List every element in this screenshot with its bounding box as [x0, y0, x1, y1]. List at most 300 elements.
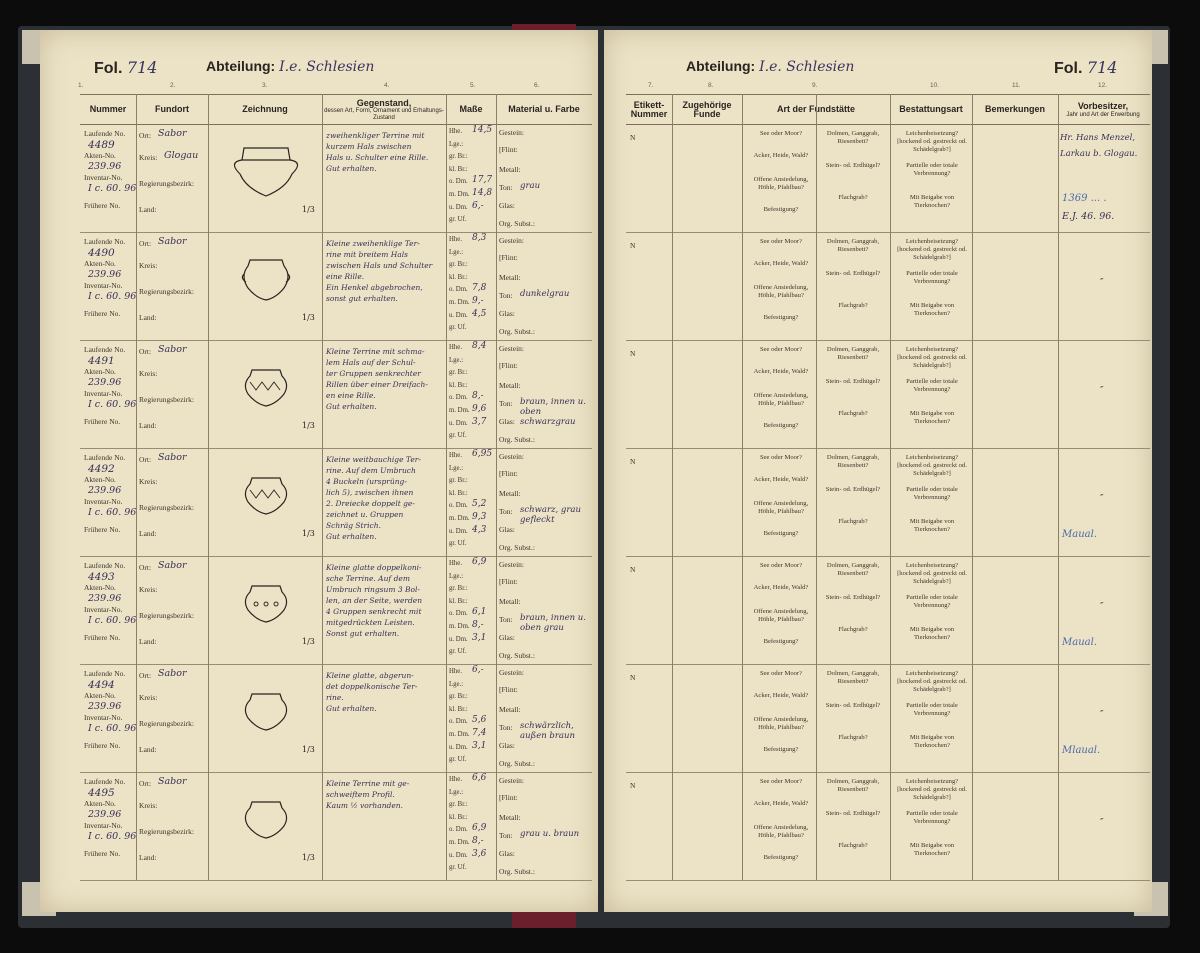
akten-number: 239.96	[88, 269, 122, 280]
column-header-gegenstand	[322, 96, 446, 124]
bestattung-option: Partielle oder totale Verbrennung?	[906, 486, 958, 501]
vessel-outline	[234, 148, 297, 196]
laufende-label: Laufende No.	[84, 669, 126, 678]
row-rule	[80, 232, 592, 233]
column-header-etikett: Etikett-Nummer	[630, 99, 668, 119]
measure-label: Hhe.	[449, 560, 463, 567]
bestattung-option: Leichenbeisetzung? [hockend od. gestreckt od. Schädelgrab?]	[897, 778, 967, 801]
column-header-vorbesitzer	[1058, 96, 1148, 124]
etikett-mark: N	[630, 673, 636, 682]
row-rule	[626, 448, 1150, 449]
row-rule	[626, 556, 1150, 557]
regbez-label: Regierungsbezirk:	[139, 611, 194, 620]
inventar-number: I c. 60. 96	[88, 507, 137, 518]
fundstaette-option: Dolmen, Ganggrab, Riesenbett?	[826, 778, 880, 793]
erwerbung-value: ″	[1100, 493, 1104, 504]
material-label: Gestein:	[499, 776, 524, 785]
measure-label: gr. Br.:	[449, 153, 468, 161]
fruehere-label: Frühere No.	[84, 849, 121, 858]
akten-label: Akten-No.	[84, 475, 116, 484]
vessel-sketch	[226, 354, 306, 420]
measure-label: Lge.:	[449, 572, 464, 580]
material-label: Ton:	[499, 507, 513, 516]
akten-label: Akten-No.	[84, 691, 116, 700]
measure-label: gr. Br.:	[449, 801, 468, 809]
bestattung-option: Mit Beigabe von Tierknochen?	[909, 842, 955, 857]
fundstaette-option: Befestigung?	[763, 638, 799, 645]
laufende-label: Laufende No.	[84, 237, 126, 246]
measure-label: u. Dm.	[449, 635, 468, 643]
ort-value: Sabor	[158, 452, 187, 463]
land-label: Land:	[139, 853, 157, 862]
ton-value: dunkelgrau	[520, 289, 570, 299]
ledger-page-right	[604, 30, 1152, 912]
measure-label: Hhe.	[449, 236, 463, 243]
fruehere-label: Frühere No.	[84, 525, 121, 534]
gegenstand-subtitle: dessen Art, Form, Ornament und Erhaltungs-Zustand	[324, 108, 444, 121]
measure-value: 5,2	[472, 499, 487, 510]
measure-label: o. Dm.	[449, 394, 468, 402]
column-header-art-der-fundstaette: Art der Fundstätte	[776, 104, 855, 115]
column-rule	[816, 94, 817, 880]
object-description: Kleine weitbauchige Ter- rine. Auf dem Umbruch 4 Buckeln (ursprüng- lich 5), zwischen ihnen 2. Dreiecke doppelt ge- zeichnet u. Gruppen Schräg Strich. Gut erhalten.	[326, 455, 421, 541]
measure-label: Lge.:	[449, 140, 464, 148]
measure-label: m. Dm.	[449, 515, 470, 522]
akten-number: 239.96	[88, 485, 122, 496]
table-rule	[80, 124, 592, 125]
measure-label: gr. Uf.	[449, 216, 467, 224]
material-label: Gestein:	[499, 668, 524, 677]
ton-value: schwärzlich, außen braun	[520, 721, 575, 741]
kreis-value: Glogau	[164, 150, 199, 161]
measure-value: 6,1	[472, 607, 487, 618]
abteilung-label: Abteilung:	[686, 58, 756, 74]
measure-label: u. Dm.	[449, 419, 468, 427]
measure-label: Lge.:	[449, 680, 464, 688]
material-label: Metall:	[499, 381, 521, 390]
material-label: Org. Subst.:	[499, 543, 535, 552]
inventar-number: I c. 60. 96	[88, 831, 137, 842]
ledger-page-left	[40, 30, 598, 912]
material-label: Ton:	[499, 291, 513, 300]
bestattung-option: Partielle oder totale Verbrennung?	[906, 702, 958, 717]
vorbesitzer-title: Vorbesitzer,	[1077, 101, 1129, 112]
material-label: Ton:	[499, 615, 513, 624]
measure-value: 5,6	[472, 715, 487, 726]
fundstaette-option: Acker, Heide, Wald?	[753, 692, 809, 699]
object-description: Kleine zweihenklige Ter- rine mit breitem Hals zwischen Hals und Schulter eine Rille. Ein Henkel abgebrochen, sonst gut erhalten.	[326, 239, 433, 303]
vessel-sketch	[226, 786, 306, 852]
bestattung-option: Mit Beigabe von Tierknochen?	[909, 410, 955, 425]
ort-label: Ort:	[139, 239, 152, 248]
column-number: 3.	[262, 82, 268, 89]
fundstaette-option: Offene Ansiedelung, Höhle, Pfahlbau?	[753, 500, 809, 515]
akten-label: Akten-No.	[84, 259, 116, 268]
etikett-mark: N	[630, 457, 636, 466]
measure-value: 8,-	[472, 391, 484, 402]
column-rule	[672, 94, 673, 880]
abteilung-label: Abteilung:	[206, 58, 276, 74]
row-rule	[80, 340, 592, 341]
measure-label: o. Dm.	[449, 502, 468, 510]
fundstaette-option: Stein- od. Erdhügel?	[825, 486, 881, 493]
material-label: Glas:	[499, 633, 515, 642]
measure-label: kl. Br.:	[449, 273, 468, 281]
column-rule	[1058, 94, 1059, 880]
measure-label: Hhe.	[449, 128, 463, 135]
bestattung-option: Leichenbeisetzung? [hockend od. gestreckt od. Schädelgrab?]	[897, 238, 967, 261]
measure-label: gr. Uf.	[449, 432, 467, 440]
material-label: Glas:	[499, 525, 515, 534]
laufende-number: 4491	[88, 355, 115, 367]
measure-label: gr. Br.:	[449, 369, 468, 377]
fundstaette-option: Flachgrab?	[838, 842, 868, 849]
measure-label: Lge.:	[449, 248, 464, 256]
row-rule	[80, 880, 592, 881]
vessel-ornament	[254, 602, 278, 606]
fol-number: 714	[1086, 58, 1118, 77]
column-rule	[136, 94, 137, 880]
measure-value: 6,9	[472, 823, 487, 834]
column-number: 7.	[648, 82, 654, 89]
measure-value: 3,1	[472, 632, 487, 643]
measure-value: 8,4	[472, 341, 487, 351]
column-header-bestattungsart: Bestattungsart	[899, 104, 963, 115]
row-rule	[80, 664, 592, 665]
fundstaette-option: See oder Moor?	[759, 238, 803, 245]
akten-number: 239.96	[88, 809, 122, 820]
kreis-label: Kreis:	[139, 369, 158, 378]
scale-fraction: 1/3	[302, 421, 315, 430]
bestattung-option: Partielle oder totale Verbrennung?	[906, 162, 958, 177]
measure-label: o. Dm.	[449, 610, 468, 618]
inventar-number: I c. 60. 96	[88, 723, 137, 734]
measure-label: o. Dm.	[449, 826, 468, 834]
measure-value: 4,5	[472, 308, 487, 319]
acquisition-mark-blue: Maual.	[1062, 529, 1097, 540]
measure-label: m. Dm.	[449, 839, 470, 846]
measure-value: 14,8	[472, 188, 493, 198]
fruehere-label: Frühere No.	[84, 741, 121, 750]
measure-value: 17,7	[472, 175, 493, 186]
column-number: 4.	[384, 82, 390, 89]
fundstaette-option: Stein- od. Erdhügel?	[825, 378, 881, 385]
abteilung-value: I.e. Schlesien	[759, 59, 855, 75]
material-label: Gestein:	[499, 128, 524, 137]
vorbesitzer-subtitle: Jahr und Art der Erwerbung	[1066, 111, 1140, 118]
material-label: Org. Subst.:	[499, 435, 535, 444]
measure-label: kl. Br.:	[449, 489, 468, 497]
measure-label: Lge.:	[449, 356, 464, 364]
row-rule	[80, 556, 592, 557]
row-rule	[626, 232, 1150, 233]
table-rule	[626, 124, 1150, 125]
measure-label: m. Dm.	[449, 191, 470, 198]
scale-fraction: 1/3	[302, 637, 315, 646]
fundstaette-option: Offene Ansiedelung, Höhle, Pfahlbau?	[753, 824, 809, 839]
fundstaette-option: Acker, Heide, Wald?	[753, 260, 809, 267]
material-label: [Flint:	[499, 469, 518, 478]
abteilung-heading	[686, 58, 854, 75]
material-label: Org. Subst.:	[499, 651, 535, 660]
inventar-label: Inventar-No.	[84, 605, 123, 614]
material-label: Ton:	[499, 723, 513, 732]
material-label: Ton:	[499, 831, 513, 840]
fundstaette-option: See oder Moor?	[759, 562, 803, 569]
measure-value: 6,6	[472, 773, 487, 783]
fundstaette-option: Acker, Heide, Wald?	[753, 152, 809, 159]
measure-label: gr. Uf.	[449, 864, 467, 872]
material-label: [Flint:	[499, 793, 518, 802]
fruehere-label: Frühere No.	[84, 309, 121, 318]
akten-label: Akten-No.	[84, 799, 116, 808]
column-number: 9.	[812, 82, 818, 89]
inventar-number: I c. 60. 96	[88, 183, 137, 194]
fundstaette-option: Acker, Heide, Wald?	[753, 368, 809, 375]
fundstaette-option: Flachgrab?	[838, 626, 868, 633]
kreis-label: Kreis:	[139, 693, 158, 702]
fol-label: Fol.	[1054, 60, 1083, 77]
fundstaette-option: Dolmen, Ganggrab, Riesenbett?	[826, 130, 880, 145]
measure-value: 8,-	[472, 620, 484, 630]
vessel-sketch	[226, 246, 306, 312]
column-rule	[496, 94, 497, 880]
material-label: Glas:	[499, 741, 515, 750]
ort-value: Sabor	[158, 776, 187, 787]
material-label: [Flint:	[499, 685, 518, 694]
measure-value: 7,8	[472, 283, 487, 294]
fundstaette-option: Dolmen, Ganggrab, Riesenbett?	[826, 562, 880, 577]
acquisition-mark-blue: Maual.	[1062, 637, 1097, 648]
measure-label: Hhe.	[449, 668, 463, 675]
regbez-label: Regierungsbezirk:	[139, 503, 194, 512]
acquisition-mark-blue: Mlaual.	[1062, 745, 1101, 756]
fundstaette-option: Acker, Heide, Wald?	[753, 584, 809, 591]
fruehere-label: Frühere No.	[84, 633, 121, 642]
table-rule	[80, 94, 592, 95]
laufende-number: 4495	[88, 787, 115, 799]
land-label: Land:	[139, 745, 157, 754]
measure-label: gr. Br.:	[449, 585, 468, 593]
column-number: 2.	[170, 82, 176, 89]
scale-fraction: 1/3	[302, 205, 315, 214]
vessel-sketch	[226, 138, 306, 204]
fundstaette-option: Stein- od. Erdhügel?	[825, 594, 881, 601]
land-label: Land:	[139, 421, 157, 430]
fundstaette-option: Offene Ansiedelung, Höhle, Pfahlbau?	[753, 716, 809, 731]
ton-value: schwarz, grau gefleckt	[520, 505, 581, 525]
material-label: Org. Subst.:	[499, 759, 535, 768]
measure-label: u. Dm.	[449, 203, 468, 211]
measure-label: gr. Br.:	[449, 261, 468, 269]
column-header-bemerkungen: Bemerkungen	[984, 104, 1046, 115]
bestattung-option: Mit Beigabe von Tierknochen?	[909, 626, 955, 641]
measure-value: 3,6	[472, 848, 487, 859]
object-description: Kleine Terrine mit ge- schweiftem Profil. Kaum ½ vorhanden.	[326, 779, 410, 810]
ton-value: grau u. braun	[520, 829, 580, 839]
bestattung-option: Mit Beigabe von Tierknochen?	[909, 518, 955, 533]
vessel-outline	[245, 586, 286, 622]
fundstaette-option: Dolmen, Ganggrab, Riesenbett?	[826, 670, 880, 685]
measure-label: kl. Br.:	[449, 597, 468, 605]
measure-value: 6,9	[472, 557, 487, 567]
fol-heading	[94, 58, 157, 78]
fol-label: Fol.	[94, 60, 123, 77]
fruehere-label: Frühere No.	[84, 201, 121, 210]
inventar-label: Inventar-No.	[84, 821, 123, 830]
fundstaette-option: Befestigung?	[763, 746, 799, 753]
akten-number: 239.96	[88, 377, 122, 388]
material-label: Org. Subst.:	[499, 327, 535, 336]
material-label: Gestein:	[499, 344, 524, 353]
column-header-nummer: Nummer	[89, 104, 127, 115]
material-label: Ton:	[499, 183, 513, 192]
etikett-mark: N	[630, 349, 636, 358]
ort-value: Sabor	[158, 344, 187, 355]
material-label: Ton:	[499, 399, 513, 408]
scale-fraction: 1/3	[302, 745, 315, 754]
laufende-label: Laufende No.	[84, 345, 126, 354]
akten-label: Akten-No.	[84, 583, 116, 592]
laufende-number: 4492	[88, 463, 115, 475]
object-description: Kleine Terrine mit schma- lem Hals auf der Schul- ter Gruppen senkrechter Rillen über einer Dreifach- en eine Rille. Gut erhalten.	[326, 347, 428, 411]
object-description: Kleine glatte doppelkoni- sche Terrine. Auf dem Umbruch ringsum 3 Bol- len, an der Seite, werden 4 Gruppen senkrecht mit mitgedrückten Leisten. Sonst gut erhalten.	[326, 563, 423, 638]
regbez-label: Regierungsbezirk:	[139, 395, 194, 404]
vessel-sketch	[226, 678, 306, 744]
bestattung-option: Leichenbeisetzung? [hockend od. gestreckt od. Schädelgrab?]	[897, 454, 967, 477]
bestattung-option: Partielle oder totale Verbrennung?	[906, 810, 958, 825]
measure-label: gr. Uf.	[449, 540, 467, 548]
fundstaette-option: Befestigung?	[763, 422, 799, 429]
measure-value: 6,-	[472, 665, 484, 675]
column-header-zeichnung: Zeichnung	[242, 104, 288, 115]
etikett-mark: N	[630, 133, 636, 142]
column-header-material: Material u. Farbe	[508, 104, 580, 115]
fundstaette-option: Befestigung?	[763, 206, 799, 213]
fundstaette-option: See oder Moor?	[759, 454, 803, 461]
material-label: Gestein:	[499, 236, 524, 245]
material-label: Glas:	[499, 417, 515, 426]
inventar-label: Inventar-No.	[84, 497, 123, 506]
measure-label: Hhe.	[449, 776, 463, 783]
bestattung-option: Partielle oder totale Verbrennung?	[906, 594, 958, 609]
laufende-label: Laufende No.	[84, 777, 126, 786]
material-label: Metall:	[499, 705, 521, 714]
fundstaette-option: Flachgrab?	[838, 302, 868, 309]
laufende-label: Laufende No.	[84, 129, 126, 138]
column-rule	[322, 94, 323, 880]
fundstaette-option: Dolmen, Ganggrab, Riesenbett?	[826, 238, 880, 253]
land-label: Land:	[139, 313, 157, 322]
fundstaette-option: Befestigung?	[763, 530, 799, 537]
measure-label: m. Dm.	[449, 623, 470, 630]
measure-label: u. Dm.	[449, 527, 468, 535]
material-label: Metall:	[499, 273, 521, 282]
object-description: zweihenkliger Terrine mit kurzem Hals zwischen Hals u. Schulter eine Rille. Gut erhalten.	[326, 131, 429, 173]
measure-value: 8,-	[472, 836, 484, 846]
column-rule	[742, 94, 743, 880]
fundstaette-option: Offene Ansiedelung, Höhle, Pfahlbau?	[753, 392, 809, 407]
measure-label: kl. Br.:	[449, 165, 468, 173]
measure-label: u. Dm.	[449, 743, 468, 751]
land-label: Land:	[139, 529, 157, 538]
measure-label: o. Dm.	[449, 286, 468, 294]
inventar-label: Inventar-No.	[84, 281, 123, 290]
fundstaette-option: Stein- od. Erdhügel?	[825, 162, 881, 169]
material-label: Org. Subst.:	[499, 867, 535, 876]
fundstaette-option: Dolmen, Ganggrab, Riesenbett?	[826, 346, 880, 361]
material-label: Metall:	[499, 165, 521, 174]
ort-label: Ort:	[139, 347, 152, 356]
bestattung-option: Mit Beigabe von Tierknochen?	[909, 194, 955, 209]
inventar-number: I c. 60. 96	[88, 399, 137, 410]
column-number: 6.	[534, 82, 540, 89]
etikett-mark: N	[630, 565, 636, 574]
inventar-number: I c. 60. 96	[88, 291, 137, 302]
scale-fraction: 1/3	[302, 853, 315, 862]
vorbesitzer-value: Hr. Hans Menzel, Larkau b. Glogau.	[1060, 133, 1138, 159]
fundstaette-option: Stein- od. Erdhügel?	[825, 270, 881, 277]
laufende-label: Laufende No.	[84, 561, 126, 570]
material-label: [Flint:	[499, 253, 518, 262]
kreis-label: Kreis:	[139, 153, 158, 162]
measure-label: gr. Br.:	[449, 693, 468, 701]
scale-fraction: 1/3	[302, 313, 315, 322]
material-label: Gestein:	[499, 452, 524, 461]
measure-label: m. Dm.	[449, 299, 470, 306]
akten-number: 239.96	[88, 701, 122, 712]
abteilung-heading	[206, 58, 374, 75]
kreis-label: Kreis:	[139, 585, 158, 594]
laufende-number: 4493	[88, 571, 115, 583]
measure-label: kl. Br.:	[449, 813, 468, 821]
kreis-label: Kreis:	[139, 261, 158, 270]
material-label: Org. Subst.:	[499, 219, 535, 228]
erwerbung-value: E.J. 46. 96.	[1062, 211, 1115, 222]
laufende-number: 4489	[88, 139, 115, 151]
column-rule	[208, 94, 209, 880]
measure-label: kl. Br.:	[449, 705, 468, 713]
akten-label: Akten-No.	[84, 367, 116, 376]
bestattung-option: Leichenbeisetzung? [hockend od. gestreckt od. Schädelgrab?]	[897, 346, 967, 369]
abteilung-value: I.e. Schlesien	[279, 59, 375, 75]
measure-label: m. Dm.	[449, 407, 470, 414]
measure-label: gr. Uf.	[449, 756, 467, 764]
measure-value: 8,3	[472, 233, 487, 243]
measure-label: u. Dm.	[449, 851, 468, 859]
measure-label: o. Dm.	[449, 178, 468, 186]
material-label: Glas:	[499, 849, 515, 858]
measure-label: kl. Br.:	[449, 381, 468, 389]
land-label: Land:	[139, 205, 157, 214]
etikett-mark: N	[630, 781, 636, 790]
measure-label: gr. Uf.	[449, 324, 467, 332]
laufende-number: 4490	[88, 247, 115, 259]
erwerbung-value: ″	[1100, 601, 1104, 612]
row-rule	[80, 448, 592, 449]
laufende-number: 4494	[88, 679, 115, 691]
material-label: [Flint:	[499, 145, 518, 154]
measure-label: Hhe.	[449, 452, 463, 459]
akten-label: Akten-No.	[84, 151, 116, 160]
column-rule	[890, 94, 891, 880]
measure-value: 7,4	[472, 728, 487, 738]
row-rule	[626, 664, 1150, 665]
ort-value: Sabor	[158, 128, 187, 139]
fundstaette-option: Offene Ansiedelung, Höhle, Pfahlbau?	[753, 176, 809, 191]
vessel-outline	[245, 802, 286, 838]
column-number: 12.	[1098, 82, 1108, 89]
